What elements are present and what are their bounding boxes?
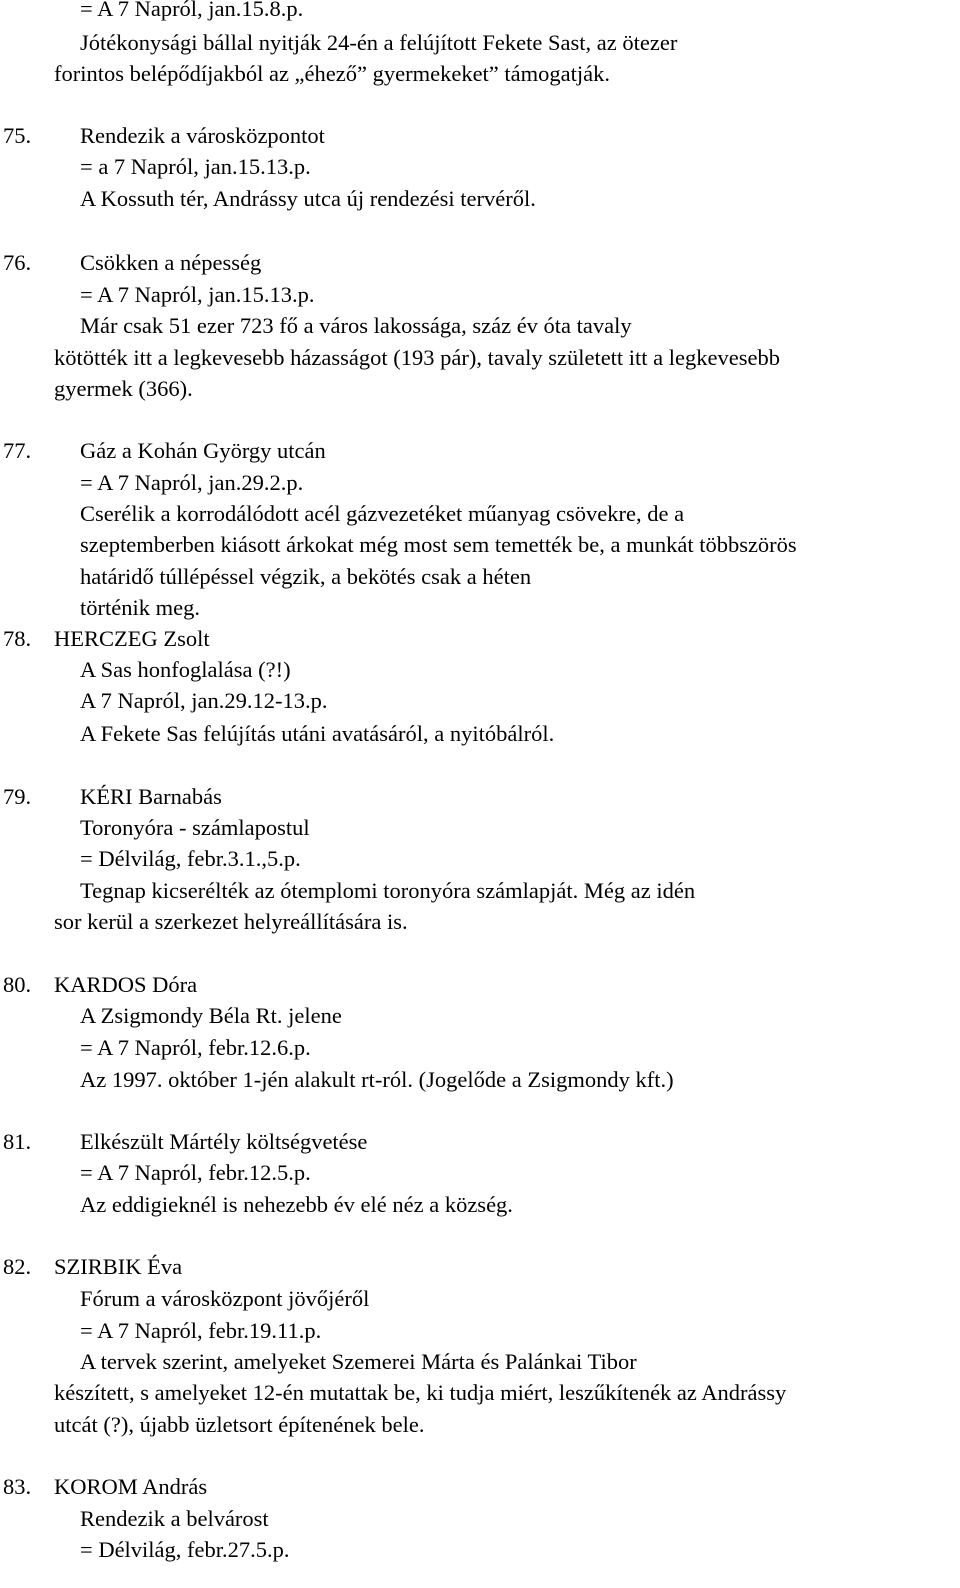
entry-82-summary-line-2: készített, s amelyeket 12-én mutattak be, ki tudja miért, leszűkítenék az Andrássy <box>54 1380 787 1405</box>
entry-80-source: = A 7 Napról, febr.12.6.p. <box>80 1035 311 1060</box>
entry-75-summary-line-1: A Kossuth tér, Andrássy utca új rendezési tervéről. <box>80 186 536 211</box>
entry-80-number: 80. <box>3 972 32 997</box>
entry-77-number: 77. <box>3 438 32 463</box>
entry-82-source: = A 7 Napról, febr.19.11.p. <box>80 1318 322 1343</box>
intro-summary-line-1: Jótékonysági bállal nyitják 24-én a felújított Fekete Sast, az ötezer <box>80 30 678 55</box>
entry-82-summary-line-3: utcát (?), újabb üzletsort építenének bele. <box>54 1412 425 1437</box>
entry-83-title: Rendezik a belvárost <box>80 1506 269 1531</box>
entry-83-source: = Délvilág, febr.27.5.p. <box>80 1537 290 1562</box>
entry-80-summary-line-1: Az 1997. október 1-jén alakult rt-ról. (Jogelőde a Zsigmondy kft.) <box>80 1067 674 1092</box>
entry-78-summary-line-1: A Fekete Sas felújítás utáni avatásáról, a nyitóbálról. <box>80 721 555 746</box>
entry-79-title: Toronyóra - számlapostul <box>80 815 310 840</box>
entry-81-title: Elkészült Mártély költségvetése <box>80 1129 368 1154</box>
entry-81-summary-line-1: Az eddigieknél is nehezebb év elé néz a község. <box>80 1192 513 1217</box>
entry-79-number: 79. <box>3 784 32 809</box>
entry-81-source: = A 7 Napról, febr.12.5.p. <box>80 1160 311 1185</box>
entry-82-title: Fórum a városközpont jövőjéről <box>80 1286 370 1311</box>
entry-78-author: HERCZEG Zsolt <box>54 626 210 651</box>
entry-76-summary-line-2: kötötték itt a legkevesebb házasságot (193 pár), tavaly született itt a legkevesebb <box>54 345 780 370</box>
entry-78-number: 78. <box>3 626 32 651</box>
entry-77-summary-line-3: határidő túllépéssel végzik, a bekötés csak a héten <box>80 564 532 589</box>
entry-76-source: = A 7 Napról, jan.15.13.p. <box>80 282 315 307</box>
intro-summary-line-2: forintos belépődíjakból az „éhező” gyermekeket” támogatják. <box>54 61 611 86</box>
entry-77-title: Gáz a Kohán György utcán <box>80 438 326 463</box>
entry-82-author: SZIRBIK Éva <box>54 1254 183 1279</box>
entry-78-title: A Sas honfoglalása (?!) <box>80 657 291 682</box>
entry-80-author: KARDOS Dóra <box>54 972 198 997</box>
entry-81-number: 81. <box>3 1129 32 1154</box>
entry-82-number: 82. <box>3 1254 32 1279</box>
entry-76-summary-line-1: Már csak 51 ezer 723 fő a város lakossága, száz év óta tavaly <box>80 313 632 338</box>
entry-83-number: 83. <box>3 1474 32 1499</box>
entry-77-summary-line-1: Cserélik a korrodálódott acél gázvezetéket műanyag csövekre, de a <box>80 501 685 526</box>
entry-80-title: A Zsigmondy Béla Rt. jelene <box>80 1003 342 1028</box>
entry-82-summary-line-1: A tervek szerint, amelyeket Szemerei Márta és Palánkai Tibor <box>80 1349 637 1374</box>
entry-83-author: KOROM András <box>54 1474 208 1499</box>
entry-75-source: = a 7 Napról, jan.15.13.p. <box>80 154 311 179</box>
entry-76-summary-line-3: gyermek (366). <box>54 376 193 401</box>
entry-77-source: = A 7 Napról, jan.29.2.p. <box>80 470 304 495</box>
entry-78-source: A 7 Napról, jan.29.12-13.p. <box>80 688 328 713</box>
intro-source: = A 7 Napról, jan.15.8.p. <box>80 0 304 21</box>
entry-77-summary-line-2: szeptemberben kiásott árkokat még most sem temették be, a munkát többszörös <box>80 532 797 557</box>
entry-79-summary-line-2: sor kerül a szerkezet helyreállítására is. <box>54 909 408 934</box>
entry-79-source: = Délvilág, febr.3.1.,5.p. <box>80 846 301 871</box>
entry-77-summary-line-4: történik meg. <box>80 595 200 620</box>
entry-76-title: Csökken a népesség <box>80 250 262 275</box>
entry-75-title: Rendezik a városközpontot <box>80 123 325 148</box>
entry-76-number: 76. <box>3 250 32 275</box>
entry-79-author: KÉRI Barnabás <box>80 784 222 809</box>
entry-79-summary-line-1: Tegnap kicserélték az ótemplomi toronyóra számlapját. Még az idén <box>80 878 696 903</box>
entry-75-number: 75. <box>3 123 32 148</box>
